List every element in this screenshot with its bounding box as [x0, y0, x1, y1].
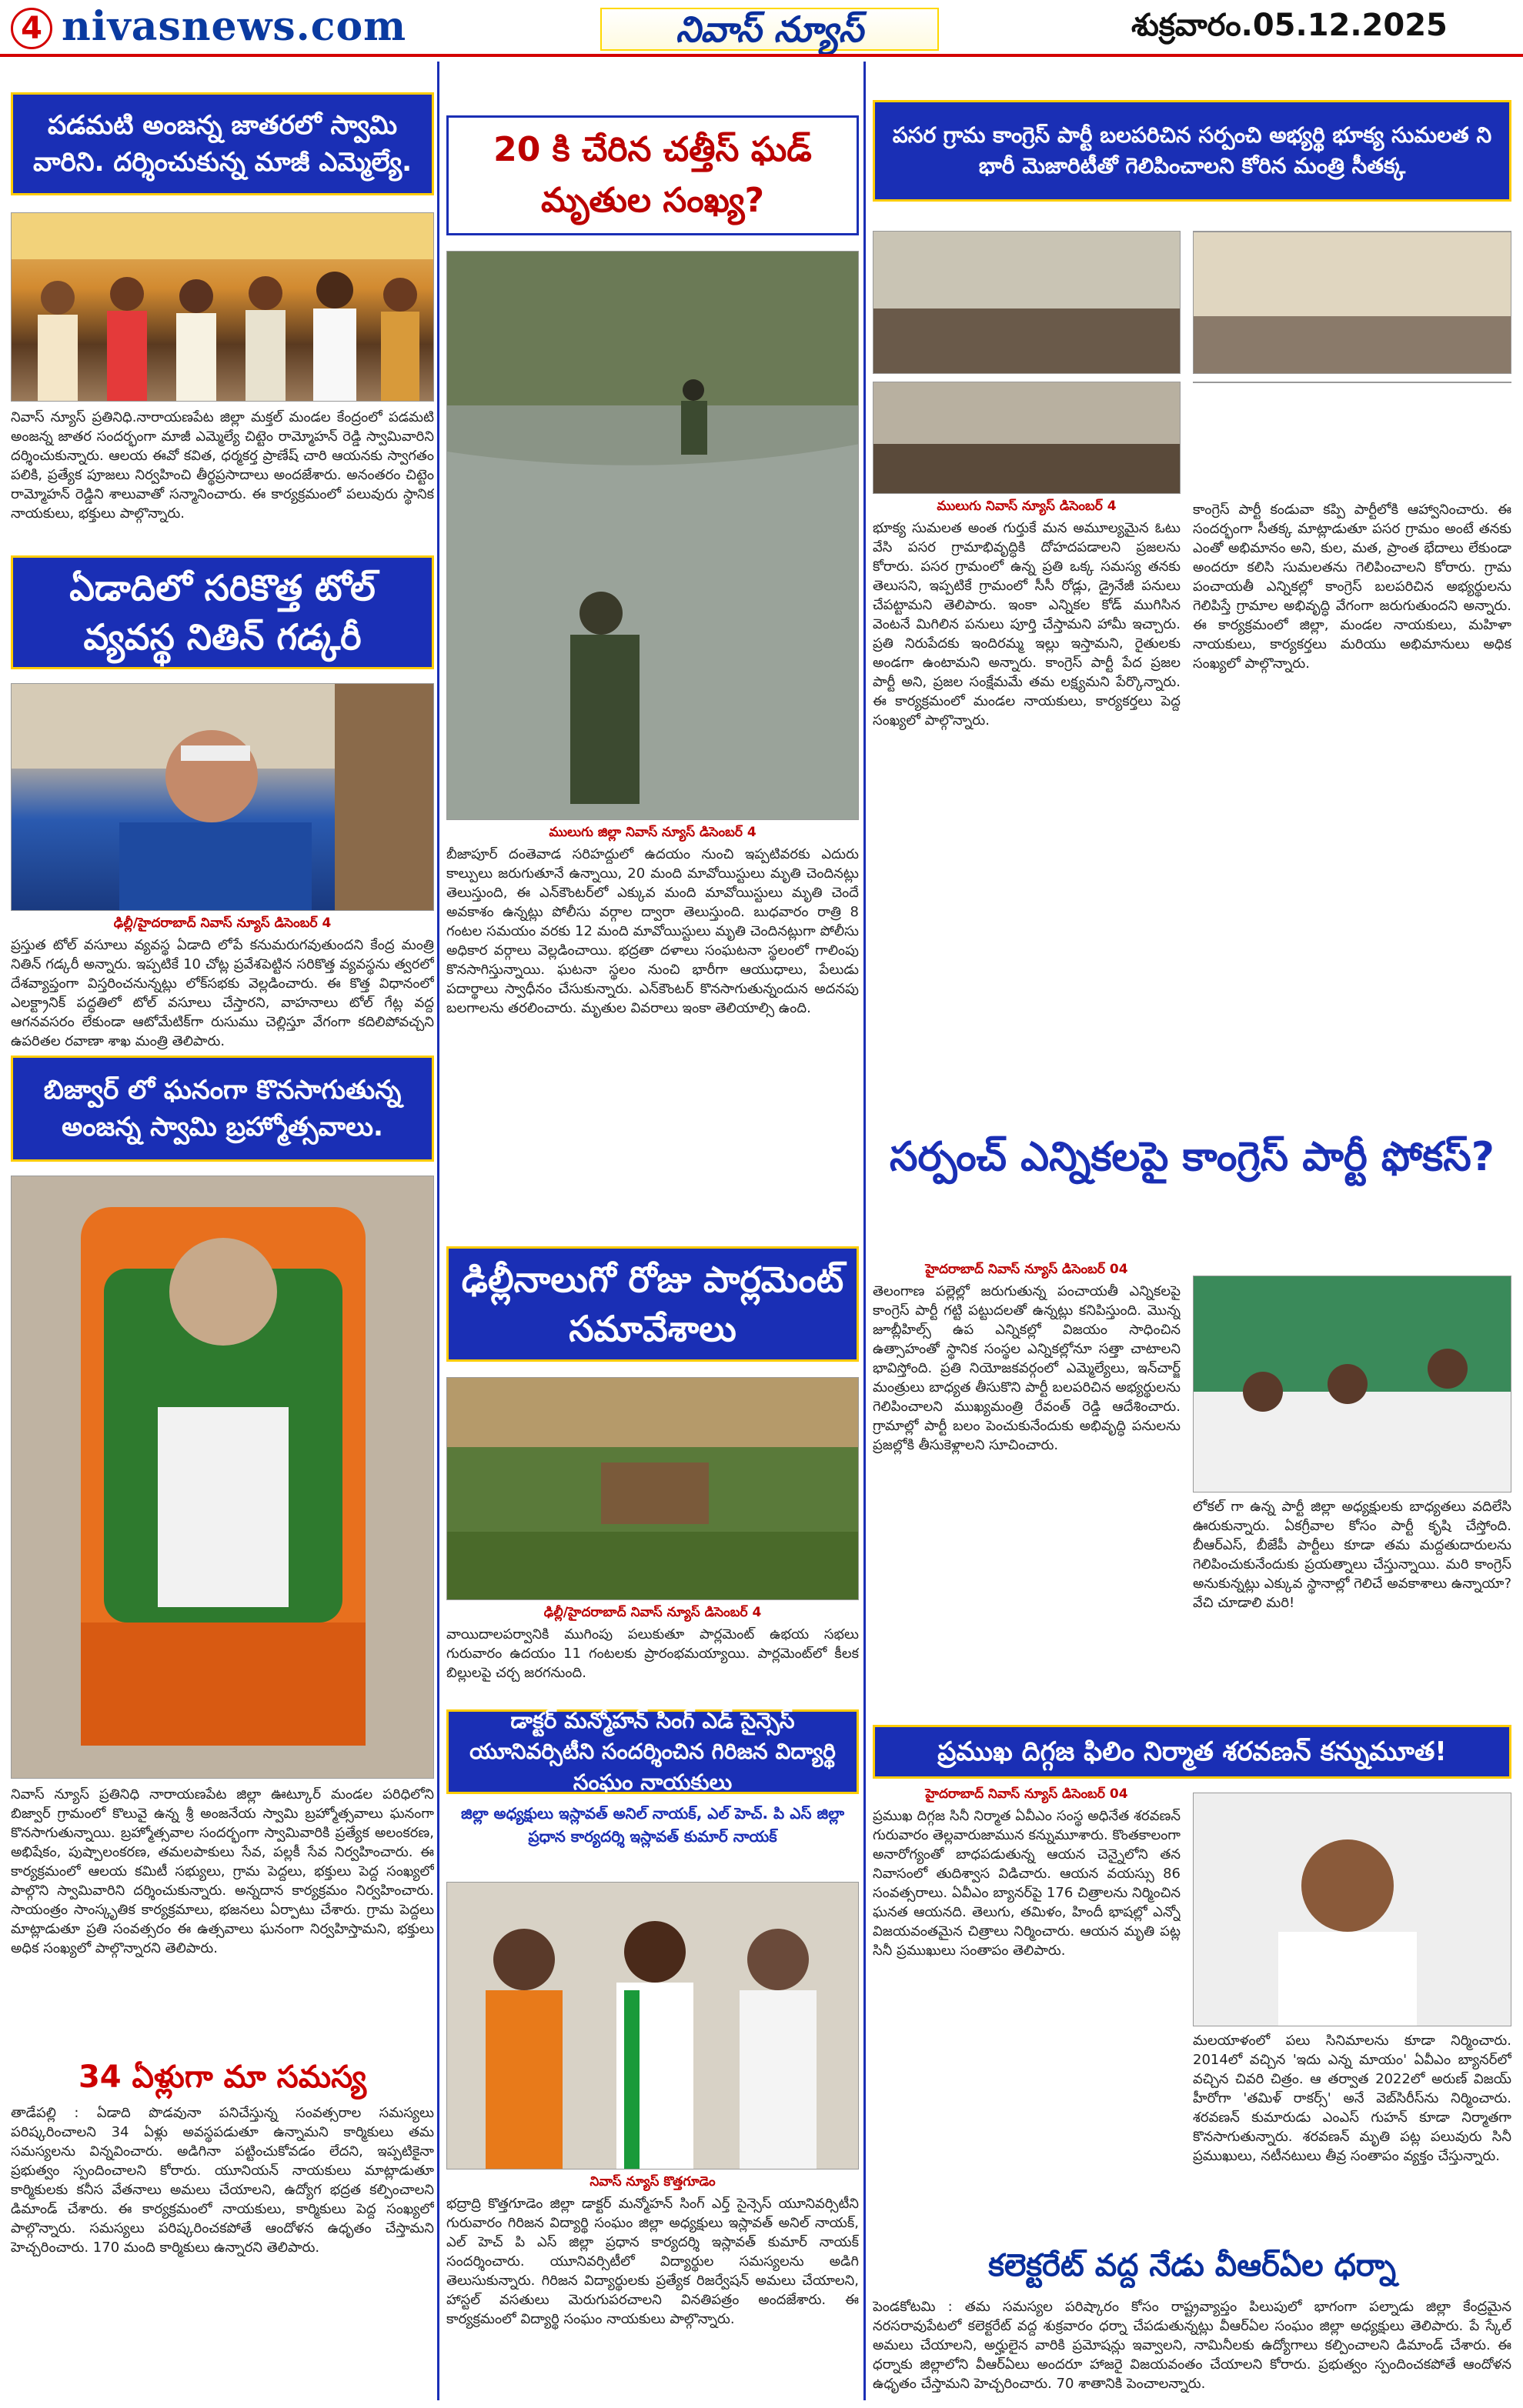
mid-story1-photo [446, 251, 859, 820]
left-story2-body: ప్రస్తుత టోల్ వసూలు వ్యవస్థ ఏడాది లోపే కనుమరుగవుతుందని కేంద్ర మంత్రి నితిన్ గడ్కరీ అన్నారు. ఇప్పటికే 10 చోట్ల ప్రవేశపెట్టిన సరికొత్త వ్యవస్థను త్వరలో దేశవ్యాప్తంగా విస్తరించనున్నట్లు లోక్‌సభకు వెల్లడించారు. ఈ కొత్త విధానంలో ఎలక్ట్రానిక్ పద్ధతిలో టోల్ వసూలు చేస్తారని, వాహనాలు టోల్ గేట్ల వద్ద ఆగనవసరం లేకుండా ఆటోమేటిక్‌గా రుసుము చెల్లిస్తూ వేగంగా కదిలిపోవచ్చని ఉపరితల రవాణా శాఖ మంత్రి తెలిపారు. [11, 937, 434, 1049]
left-story1-body: నివాస్ న్యూస్ ప్రతినిధి.నారాయణపేట జిల్లా మక్తల్ మండల కేంద్రంలో పడమటి అంజన్న జాతర సందర్భంగా మాజీ ఎమ్మెల్యే చిట్టెం రామ్మోహన్ రెడ్డి స్వామివారిని దర్శించుకున్నారు. ఆలయ ఈవో కవిత, ధర్మకర్త ప్రాణేష్ చారి ఆయనకు స్వాగతం పలికి, ప్రత్యేక పూజలు నిర్వహించి తీర్థప్రసాదాలు అందజేశారు. అనంతరం చిట్టెం రామ్మోహన్ రెడ్డిని శాలువాతో సన్మానించారు. ఈ కార్యక్రమంలో పలువురు స్థానిక నాయకులు, భక్తులు పాల్గొన్నారు. [11, 409, 434, 522]
right-story3-body: ప్రముఖ దిగ్గజ సినీ నిర్మాత ఏవీఎం సంస్థ అధినేత శరవణన్ గురువారం తెల్లవారుజామున కన్నుమూశారు. కొంతకాలంగా అనారోగ్యంతో బాధపడుతున్న ఆయన చెన్నైలోని తన నివాసంలో తుదిశ్వాస విడిచారు. ఆయన వయస్సు 86 సంవత్సరాలు. ఏవీఎం బ్యానర్‌పై 176 చిత్రాలను నిర్మించిన ఘనత ఆయనది. తెలుగు, తమిళం, హిందీ భాషల్లో ఎన్నో విజయవంతమైన చిత్రాలు నిర్మించారు. ఆయన మృతి పట్ల సినీ ప్రముఖులు సంతాపం తెలిపారు. [873, 1808, 1181, 1959]
right-story1-photo-2 [1193, 231, 1511, 374]
left-story2-photo [11, 683, 434, 911]
congress-meeting-photo [1194, 1276, 1511, 1492]
right-story4-headline: కలెక్టరేట్ వద్ద నేడు వీఆర్ఏల ధర్నా [988, 2248, 1396, 2283]
right-story2-body: తెలంగాణ పల్లెల్లో జరుగుతున్న పంచాయతీ ఎన్నికలపై కాంగ్రెస్ పార్టీ గట్టి పట్టుదలతో ఉన్నట్లు కనిపిస్తుంది. మొన్న జూబ్లీహిల్స్ ఉప ఎన్నికల్లో విజయం సాధించిన ఉత్సాహంతో స్థానిక సంస్థల ఎన్నికల్లోనూ సత్తా చాటాలని భావిస్తోంది. ప్రతి నియోజకవర్గంలో ఎమ్మెల్యేలు, ఇన్‌చార్జ్ మంత్రులు బాధ్యత తీసుకొని పార్టీ బలపరిచిన అభ్యర్థులను గెలిపించాలని ముఖ్యమంత్రి రేవంత్ రెడ్డి ఆదేశించారు. గ్రామాల్లో పార్టీ బలం పెంచుకునేందుకు అభివృద్ధి పనులను ప్రజల్లోకి తీసుకెళ్లాలని సూచించారు. [873, 1283, 1181, 1453]
left-story1-headline: పడమటి అంజన్న జాతరలో స్వామి వారిని. దర్శించుకున్న మాజీ ఎమ్మెల్యే. [11, 92, 434, 195]
mid-story2-body: వాయిదాలపర్వానికి ముగింపు పలుకుతూ పార్లమెంట్ ఉభయ సభలు గురువారం ఉదయం 11 గంటలకు ప్రారంభమయ్యాయి. పార్లమెంట్‌లో కీలక బిల్లులపై చర్చ జరగనుంది. [446, 1626, 859, 1681]
mid-story3-subhead: జిల్లా అధ్యక్షులు ఇస్లావత్ అనిల్ నాయక్, ఎల్ హెచ్. పి ఎస్ జిల్లా ప్రధాన కార్యదర్శి ఇస్లావత్ కుమార్ నాయక్ [460, 1804, 845, 1846]
river-crossing-photo [447, 252, 859, 820]
campaign-house-photo [1194, 232, 1511, 374]
mid-story3-caption: నివాస్ న్యూస్ కొత్తగూడెం [589, 2174, 716, 2190]
mid-story1-headline: 20 కి చేరిన చత్తీస్ ఘడ్ మృతుల సంఖ్య? [446, 115, 859, 235]
right-story1-body-left: భూక్య సుమలత అంత గుర్తుకే మన అమూల్యమైన ఓటు వేసి పసర గ్రామాభివృద్ధికి దోహదపడాలని ప్రజలను కోరారు. పసర గ్రామంలో ఉన్న ప్రతి ఒక్క సమస్య తనకు తెలుసని, ఇప్పటికే గ్రామంలో సీసీ రోడ్లు, డ్రైనేజీ పనులు చేపట్టామని తెలిపారు. ఇంకా ఎన్నికల కోడ్ ముగిసిన వెంటనే మిగిలిన పనులు పూర్తి చేస్తామని హామీ ఇచ్చారు. ప్రతి నిరుపేదకు ఇందిరమ్మ ఇల్లు ఇస్తామని, రైతులకు అండగా ఉంటామని అన్నారు. కాంగ్రెస్ పార్టీ పేద ప్రజల పార్టీ అని, ప్రజల సంక్షేమమే తమ లక్ష్యమని పేర్కొన్నారు. ఈ కార్యక్రమంలో మండల నాయకులు, కార్యకర్తలు పెద్ద సంఖ్యలో పాల్గొన్నారు. [873, 520, 1181, 729]
temple-visit-photo [12, 213, 434, 402]
column-divider [437, 62, 439, 2400]
minister-photo [12, 684, 434, 911]
left-story4-body: తాడేపల్లి : ఏడాది పొడవునా పనిచేస్తున్న సంవత్సరాల సమస్యలు పరిష్కరించాలని 34 ఏళ్లు అవస్థపడుతూ ఉన్నామని కార్మికులు తమ సమస్యలను విన్నవించారు. అడిగినా పట్టించుకోవడం లేదని, ఇప్పటికైనా ప్రభుత్వం స్పందించాలని కోరారు. యూనియన్ నాయకులు మాట్లాడుతూ కార్మికులకు కనీస వేతనాలు అమలు చేయాలని, ఉద్యోగ భద్రత కల్పించాలని డిమాండ్ చేశారు. ఈ కార్యక్రమంలో నాయకులు, కార్మికులు పెద్ద సంఖ్యలో పాల్గొన్నారు. సమస్యలు పరిష్కరించకపోతే ఆందోళన ఉధృతం చేస్తామని హెచ్చరించారు. 170 మంది కార్మికులు ఉన్నారని తెలిపారు. [11, 2105, 434, 2256]
right-story2-photo [1193, 1276, 1511, 1492]
right-story1-headline: పసర గ్రామ కాంగ్రెస్ పార్టీ బలపరిచిన సర్పంచి అభ్యర్థి భూక్య సుమలత ని భారీ మెజారిటీతో గెలిపించాలని కోరిన మంత్రి సీతక్క [873, 100, 1511, 202]
campaign-street-photo [873, 382, 1181, 494]
mid-story1-body: బీజాపూర్ దంతెవాడ సరిహద్దులో ఉదయం నుంచి ఇప్పటివరకు ఎదురు కాల్పులు జరుగుతూనే ఉన్నాయి, 20 మంది మావోయిస్టులు మృతి చెందినట్లు తెలుస్తుంది, ఈ ఎన్‌కౌంటర్‌లో ఎక్కువ మంది మావోయిస్టులు మృతి చెందే అవకాశం ఉన్నట్లు పోలీసు వర్గాల ద్వారా తెలుస్తుంది. బుధవారం రాత్రి 8 గంటల సమయం వరకు 12 మంది మావోయిస్టులు మృతి చెందినట్లుగా పోలీసు అధికార వర్గాలు వెల్లడించాయి. భద్రతా దళాలు సంఘటనా స్థలంలో గాలింపు కొనసాగిస్తున్నాయి. ఘటనా స్థలం నుంచి భారీగా ఆయుధాలు, పేలుడు పదార్థాలు స్వాధీనం చేసుకున్నారు. ఎన్‌కౌంటర్ కొనసాగుతున్నందున అదనపు బలగాలను తరలించారు. మృతుల వివరాలు ఇంకా తెలియాల్సి ఉంది. [446, 846, 859, 1016]
right-story2-body-2: లోకల్ గా ఉన్న పార్టీ జిల్లా అధ్యక్షులకు బాధ్యతలు వదిలేసి ఊరుకున్నారు. ఏకగ్రీవాల కోసం పార్టీ కృషి చేస్తోంది. బీఆర్ఎస్, బీజేపీ పార్టీలు కూడా తమ మద్దతుదారులను గెలిపించుకునేందుకు ప్రయత్నాలు చేస్తున్నాయి. మరి కాంగ్రెస్ అనుకున్నట్లు ఎక్కువ స్థానాల్లో గెలిచే అవకాశాలు ఉన్నాయా? వేచి చూడాలి మరి! [1193, 1499, 1511, 1611]
parliament-photo [447, 1378, 859, 1600]
left-story3-photo [11, 1176, 434, 1779]
right-story1-photo-3 [873, 382, 1181, 494]
header-rule [0, 54, 1523, 57]
spacer [1193, 382, 1511, 383]
right-story1-photo-1 [873, 231, 1181, 374]
campaign-crowd-photo [873, 232, 1181, 374]
deity-idol-photo [12, 1176, 434, 1779]
left-story2-caption: ఢిల్లీ/హైదరాబాద్ నివాస్ న్యూస్ డిసెంబర్ 4 [113, 916, 332, 931]
mid-story2-headline: ఢిల్లీనాలుగో రోజు పార్లమెంట్ సమావేశాలు [446, 1246, 859, 1362]
left-story3-body: నివాస్ న్యూస్ ప్రతినిధి నారాయణపేట జిల్లా ఊట్కూర్ మండల పరిధిలోని బిజ్వార్ గ్రామంలో కొలువై ఉన్న శ్రీ అంజనేయ స్వామి బ్రహ్మోత్సవాలు ఘనంగా కొనసాగుతున్నాయి. బ్రహ్మోత్సవాల సందర్భంగా స్వామివారికి ప్రత్యేక అలంకరణ, అభిషేకం, పుష్పాలంకరణ, తమలపాకులు సేవ, పల్లకీ సేవ నిర్వహించారు. ఈ కార్యక్రమంలో ఆలయ కమిటీ సభ్యులు, గ్రామ పెద్దలు, భక్తులు పెద్ద సంఖ్యలో పాల్గొని స్వామివారిని దర్శించుకున్నారు. అన్నదాన కార్యక్రమం నిర్వహించారు. సాయంత్రం సాంస్కృతిక కార్యక్రమాలు, భజనలు ఏర్పాటు చేశారు. గ్రామ పెద్దలు మాట్లాడుతూ ప్రతి సంవత్సరం ఈ ఉత్సవాలు ఘనంగా నిర్వహిస్తామని, భక్తులు అధిక సంఖ్యలో పాల్గొన్నారని తెలిపారు. [11, 1786, 434, 1956]
right-story1-body-right: కాంగ్రెస్ పార్టీ కండువా కప్పి పార్టీలోకి ఆహ్వానించారు. ఈ సందర్భంగా సీతక్క మాట్లాడుతూ పసర గ్రామం అంటే తనకు ఎంతో అభిమానం అని, కుల, మత, ప్రాంత భేదాలు లేకుండా అందరూ కలిసి సుమలతను గెలిపించాలని కోరారు. గ్రామ పంచాయతీ ఎన్నికల్లో కాంగ్రెస్ బలపరిచిన అభ్యర్థులను గెలిపిస్తే గ్రామాల అభివృద్ధి వేగంగా జరుగుతుందని అన్నారు. ఈ కార్యక్రమంలో జిల్లా, మండల నాయకులు, మహిళా నాయకులు, కార్యకర్తలు మరియు అభిమానులు అధిక సంఖ్యలో పాల్గొన్నారు. [1193, 502, 1511, 672]
issue-date: శుక్రవారం.05.12.2025 [1131, 8, 1448, 43]
producer-portrait-photo [1194, 1793, 1511, 2026]
right-story3-caption: హైదరాబాద్ నివాస్ న్యూస్ డిసెంబర్ 04 [925, 1786, 1128, 1802]
right-story3-headline: ప్రముఖ దిగ్గజ ఫిలిం నిర్మాత శరవణన్ కన్నుమూత! [873, 1725, 1511, 1779]
masthead: నివాస్ న్యూస్ [600, 8, 939, 51]
mid-story3-headline: డాక్టర్ మన్మోహన్ సింగ్ ఎడ్ సైన్సెస్ యూనివర్సిటీని సందర్శించిన గిరిజన విద్యార్థి సంఘం నాయకులు [446, 1709, 859, 1794]
left-story1-photo [11, 212, 434, 402]
right-story1-caption: ములుగు నివాస్ న్యూస్ డిసెంబర్ 4 [937, 499, 1117, 514]
site-name: nivasnews.com [62, 3, 407, 50]
mid-story3-body: భద్రాద్రి కొత్తగూడెం జిల్లా డాక్టర్ మన్మోహన్ సింగ్ ఎర్త్ సైన్సెస్ యూనివర్సిటీని గురువారం గిరిజన విద్యార్థి సంఘం జిల్లా అధ్యక్షులు ఇస్లావత్ అనిల్ నాయక్, ఎల్ హెచ్ పి ఎస్ జిల్లా ప్రధాన కార్యదర్శి ఇస్లావత్ కుమార్ నాయక్ సందర్శించారు. యూనివర్సిటీలో విద్యార్థుల సమస్యలను అడిగి తెలుసుకున్నారు. గిరిజన విద్యార్థులకు ప్రత్యేక రిజర్వేషన్ అమలు చేయాలని, హాస్టల్ వసతులు మెరుగుపరచాలని వినతిపత్రం అందజేశారు. ఈ కార్యక్రమంలో విద్యార్థి సంఘం నాయకులు పాల్గొన్నారు. [446, 2196, 859, 2327]
column-divider [863, 62, 866, 2400]
right-story2-caption: హైదరాబాద్ నివాస్ న్యూస్ డిసెంబర్ 04 [925, 1262, 1128, 1277]
right-story4-body: పెండకోటమి : తమ సమస్యల పరిష్కారం కోసం రాష్ట్రవ్యాప్తం పిలుపులో భాగంగా పల్నాడు జిల్లా కేంద్రమైన నరసరావుపేటలో కలెక్టరేట్ వద్ద శుక్రవారం ధర్నా చేపడుతున్నట్లు వీఆర్ఏల సంఘం జిల్లా అధ్యక్షులు తెలిపారు. పే స్కేల్ అమలు చేయాలని, అర్హులైన వారికి ప్రమోషన్లు ఇవ్వాలని, నామినీలకు ఉద్యోగాలు కల్పించాలని డిమాండ్ చేశారు. ఈ ధర్నాకు జిల్లాలోని వీఆర్ఏలు అందరూ హాజరై విజయవంతం చేయాలని కోరారు. ప్రభుత్వం స్పందించకపోతే ఆందోళన ఉధృతం చేస్తామని హెచ్చరించారు. 70 శాతానికి పెంచాలన్నారు. [873, 2299, 1511, 2392]
mid-story2-photo [446, 1377, 859, 1600]
right-story2-headline: సర్పంచ్ ఎన్నికలపై కాంగ్రెస్ పార్టీ ఫోకస్? [873, 1123, 1511, 1200]
mid-story1-caption: ములుగు జిల్లా నివాస్ న్యూస్ డిసెంబర్ 4 [549, 825, 756, 840]
spacer [1193, 231, 1511, 232]
left-story2-headline: ఏడాదిలో సరికొత్త టోల్ వ్యవస్థ నితిన్ గడ్కరీ [11, 555, 434, 669]
mid-story3-photo [446, 1882, 859, 2170]
right-story3-body-2: మలయాళంలో పలు సినిమాలను కూడా నిర్మించారు. 2014లో వచ్చిన 'ఇదు ఎన్న మాయం' ఏవీఎం బ్యానర్‌లో వచ్చిన చివరి చిత్రం. ఆ తర్వాత 2022లో అరుణ్ విజయ్ హీరోగా 'తమిళ్ రాకర్స్' అనే వెబ్‌సిరీస్‌ను నిర్మించారు. శరవణన్ కుమారుడు ఎంఎస్ గుహన్ కూడా నిర్మాతగా కొనసాగుతున్నారు. శరవణన్ మృతి పట్ల పలువురు సినీ ప్రముఖులు, నటీనటులు తీవ్ర సంతాపం వ్యక్తం చేస్తున్నారు. [1193, 2033, 1511, 2164]
left-story3-headline: బిజ్వార్ లో ఘనంగా కొనసాగుతున్న అంజన్న స్వామి బ్రహ్మోత్సవాలు. [11, 1056, 434, 1162]
left-story4-headline: 34 ఏళ్లుగా మా సమస్య [78, 2059, 367, 2095]
right-story3-photo [1193, 1793, 1511, 2026]
page-number: 4 [11, 8, 52, 49]
student-leaders-photo [447, 1883, 859, 2170]
mid-story2-caption: ఢిల్లీ/హైదరాబాద్ నివాస్ న్యూస్ డిసెంబర్ 4 [543, 1605, 762, 1620]
